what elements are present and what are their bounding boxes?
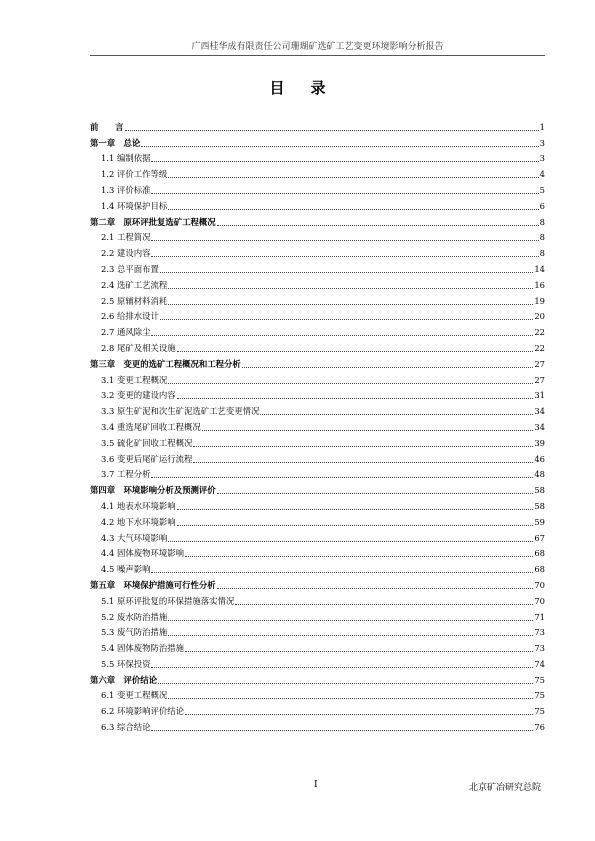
dot-leader (125, 130, 539, 131)
toc-entry-page: 46 (534, 453, 545, 464)
toc-chapter-entry[interactable] (90, 480, 545, 496)
toc-chapter-entry[interactable] (90, 354, 545, 370)
toc-entry-page: 59 (534, 516, 545, 527)
toc-entry-page: 68 (534, 548, 545, 559)
toc-section-entry[interactable] (90, 401, 545, 417)
toc-entry-page: 22 (534, 342, 545, 353)
toc-section-entry[interactable] (90, 164, 545, 180)
toc-entry-label: 前 言 (90, 121, 124, 132)
toc-entry-label: 2.4 选矿工艺流程 (101, 279, 168, 290)
toc-entry-label: 5.1 原环评批复的环保措施落实情况 (101, 595, 235, 606)
dot-leader (242, 367, 534, 368)
dot-leader (151, 572, 533, 573)
dot-leader (168, 620, 533, 621)
toc-entry-label: 2.5 原辅材料消耗 (101, 295, 168, 306)
toc-entry-page: 58 (534, 485, 545, 496)
toc-entry-page: 22 (534, 327, 545, 338)
toc-chapter-entry[interactable] (90, 575, 545, 591)
toc-entry-label: 5.3 废气防治措施 (101, 627, 168, 638)
footer-organization: 北京矿冶研究总院 (468, 783, 541, 793)
toc-entry-page: 19 (534, 295, 545, 306)
toc-entry-page: 5 (539, 184, 545, 195)
toc-section-entry[interactable] (90, 559, 545, 575)
toc-entry-page: 3 (539, 153, 545, 164)
toc-section-entry[interactable] (90, 544, 545, 560)
toc-entry-label: 第六章 评价结论 (90, 674, 157, 685)
toc-entry-page: 70 (534, 595, 545, 606)
dot-leader (193, 462, 533, 463)
toc-section-entry[interactable] (90, 638, 545, 654)
toc-entry-page: 8 (539, 232, 545, 243)
toc-entry-page: 34 (534, 421, 545, 432)
toc-entry-label: 3.2 变更的建设内容 (101, 390, 176, 401)
dot-leader (202, 430, 534, 431)
toc-section-entry[interactable] (90, 196, 545, 212)
toc-section-entry[interactable] (90, 449, 545, 465)
dot-leader (168, 209, 538, 210)
toc-entry-label: 3.6 变更后尾矿运行流程 (101, 453, 193, 464)
toc-entry-label: 4.5 噪声影响 (101, 564, 151, 575)
dot-leader (160, 272, 533, 273)
dot-leader (151, 240, 538, 241)
toc-entry-label: 1.4 环境保护目标 (101, 200, 168, 211)
toc-entry-label: 4.1 地表水环境影响 (101, 500, 176, 511)
toc-entry-label: 3.1 变更工程概况 (101, 374, 168, 385)
dot-leader (177, 398, 534, 399)
toc-entry-label: 3.7 工程分析 (101, 469, 151, 480)
toc-entry-label: 2.3 总平面布置 (101, 263, 159, 274)
toc-entry-label: 第二章 原环评批复选矿工程概况 (90, 216, 216, 227)
dot-leader (151, 667, 533, 668)
toc-entry-label: 第一章 总论 (90, 137, 141, 148)
toc-entry-label: 5.2 废水防治措施 (101, 611, 168, 622)
toc-entry-label: 4.3 大气环境影响 (101, 532, 168, 543)
toc-section-entry[interactable] (90, 338, 545, 354)
toc-section-entry[interactable] (90, 512, 545, 528)
toc-entry-page: 75 (534, 706, 545, 717)
page-number: I (314, 780, 318, 790)
dot-leader (151, 256, 538, 257)
toc-entry-label: 2.6 给排水设计 (101, 311, 159, 322)
toc-entry-page: 16 (534, 279, 545, 290)
toc-section-entry[interactable] (90, 291, 545, 307)
toc-chapter-entry[interactable] (90, 117, 545, 133)
dot-leader (141, 146, 538, 147)
toc-entry-page: 48 (534, 469, 545, 480)
toc-section-entry[interactable] (90, 607, 545, 623)
toc-section-entry[interactable] (90, 465, 545, 481)
toc-section-entry[interactable] (90, 623, 545, 639)
toc-entry-page: 76 (534, 722, 545, 733)
toc-entry-page: 6 (539, 200, 545, 211)
toc-section-entry[interactable] (90, 322, 545, 338)
toc-entry-page: 74 (534, 658, 545, 669)
toc-entry-page: 73 (534, 627, 545, 638)
dot-leader (168, 635, 533, 636)
dot-leader (217, 225, 539, 226)
page-title: 目录 (269, 79, 352, 97)
toc-entry-label: 2.2 建设内容 (101, 248, 151, 259)
toc-entry-page: 31 (534, 390, 545, 401)
toc-entry-page: 71 (534, 611, 545, 622)
toc-entry-page: 73 (534, 643, 545, 654)
toc-entry-page: 8 (539, 216, 545, 227)
toc-section-entry[interactable] (90, 243, 545, 259)
dot-leader (151, 193, 538, 194)
toc-entry-page: 20 (534, 311, 545, 322)
toc-entry-page: 39 (534, 437, 545, 448)
dot-leader (168, 698, 533, 699)
toc-entry-label: 2.1 工程简况 (101, 232, 151, 243)
dot-leader (260, 414, 533, 415)
toc-entry-label: 2.8 尾矿及相关设施 (101, 342, 176, 353)
toc-section-entry[interactable] (90, 686, 545, 702)
toc-entry-page: 3 (539, 137, 545, 148)
toc-entry-page: 27 (534, 374, 545, 385)
toc-entry-label: 6.2 环境影响评价结论 (101, 706, 184, 717)
toc-section-entry[interactable] (90, 496, 545, 512)
dot-leader (151, 161, 538, 162)
dot-leader (168, 288, 533, 289)
toc-section-entry[interactable] (90, 180, 545, 196)
dot-leader (185, 714, 533, 715)
table-of-contents (90, 117, 545, 733)
toc-entry-page: 4 (539, 169, 545, 180)
dot-leader (177, 351, 534, 352)
toc-section-entry[interactable] (90, 433, 545, 449)
dot-leader (185, 651, 533, 652)
dot-leader (217, 493, 534, 494)
dot-leader (151, 477, 533, 478)
toc-section-entry[interactable] (90, 370, 545, 386)
toc-entry-label: 6.3 综合结论 (101, 722, 151, 733)
dot-leader (168, 383, 533, 384)
dot-leader (168, 177, 538, 178)
toc-chapter-entry[interactable] (90, 212, 545, 228)
toc-entry-page: 75 (534, 690, 545, 701)
running-header: 广西桂华成有限责任公司珊瑚矿选矿工艺变更环境影响分析报告 (90, 40, 545, 56)
toc-entry-page: 70 (534, 579, 545, 590)
toc-entry-label: 1.2 评价工作等级 (101, 169, 168, 180)
toc-section-entry[interactable] (90, 228, 545, 244)
toc-entry-label: 1.3 评价标准 (101, 184, 151, 195)
toc-section-entry[interactable] (90, 275, 545, 291)
toc-entry-label: 第四章 环境影响分析及预测评价 (90, 485, 216, 496)
toc-section-entry[interactable] (90, 149, 545, 165)
dot-leader (217, 588, 534, 589)
toc-section-entry[interactable] (90, 417, 545, 433)
toc-entry-page: 34 (534, 406, 545, 417)
dot-leader (151, 335, 533, 336)
dot-leader (177, 525, 534, 526)
toc-entry-label: 2.7 通风除尘 (101, 327, 151, 338)
toc-entry-label: 4.4 固体废物环境影响 (101, 548, 184, 559)
toc-entry-label: 第三章 变更的选矿工程概况和工程分析 (90, 358, 241, 369)
toc-entry-page: 1 (539, 121, 545, 132)
toc-entry-page: 58 (534, 500, 545, 511)
toc-section-entry[interactable] (90, 386, 545, 402)
toc-entry-label: 第五章 环境保护措施可行性分析 (90, 579, 216, 590)
toc-chapter-entry[interactable] (90, 133, 545, 149)
dot-leader (168, 541, 533, 542)
toc-entry-label: 5.5 环保投资 (101, 658, 151, 669)
toc-entry-page: 27 (534, 358, 545, 369)
toc-entry-label: 3.4 重选尾矿回收工程概况 (101, 421, 201, 432)
dot-leader (158, 683, 533, 684)
toc-chapter-entry[interactable] (90, 670, 545, 686)
toc-entry-page: 14 (534, 263, 545, 274)
toc-section-entry[interactable] (90, 654, 545, 670)
toc-entry-label: 6.1 变更工程概况 (101, 690, 168, 701)
toc-entry-page: 75 (534, 674, 545, 685)
toc-section-entry[interactable] (90, 717, 545, 733)
dot-leader (160, 319, 533, 320)
toc-entry-label: 5.4 固体废物防治措施 (101, 643, 184, 654)
toc-entry-label: 3.5 硫化矿回收工程概况 (101, 437, 193, 448)
toc-section-entry[interactable] (90, 259, 545, 275)
toc-entry-label: 4.2 地下水环境影响 (101, 516, 176, 527)
dot-leader (235, 604, 533, 605)
dot-leader (185, 556, 533, 557)
toc-entry-page: 68 (534, 564, 545, 575)
dot-leader (151, 730, 533, 731)
toc-section-entry[interactable] (90, 701, 545, 717)
dot-leader (168, 304, 533, 305)
toc-entry-page: 8 (539, 248, 545, 259)
toc-entry-label: 1.1 编制依据 (101, 153, 151, 164)
toc-section-entry[interactable] (90, 528, 545, 544)
toc-entry-page: 67 (534, 532, 545, 543)
toc-section-entry[interactable] (90, 591, 545, 607)
toc-section-entry[interactable] (90, 307, 545, 323)
dot-leader (193, 446, 533, 447)
toc-entry-label: 3.3 原生矿泥和次生矿泥选矿工艺变更情况 (101, 406, 260, 417)
dot-leader (177, 509, 534, 510)
